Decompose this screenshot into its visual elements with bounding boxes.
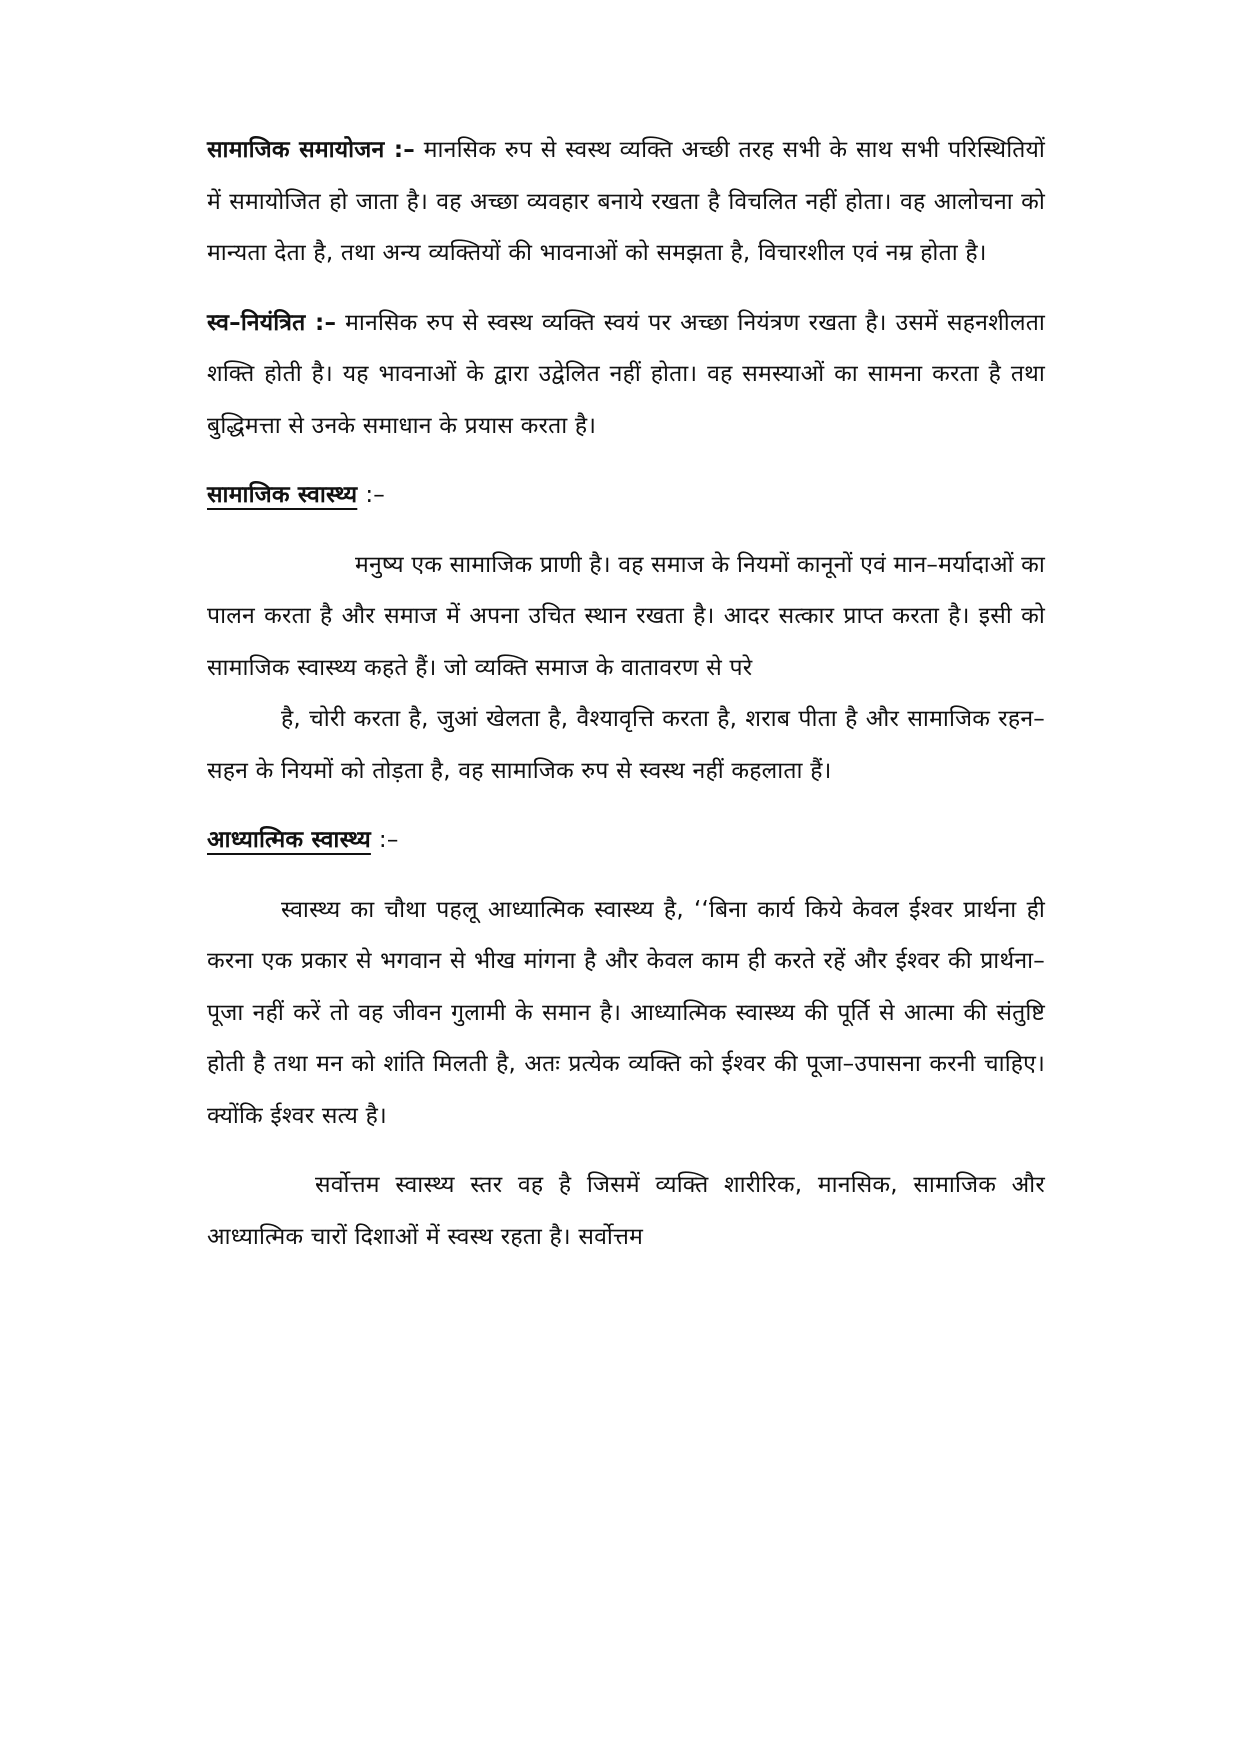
social-adjustment-paragraph xyxy=(207,125,1045,280)
social-health-heading xyxy=(207,470,1045,522)
document-content xyxy=(207,125,1045,1263)
spiritual-health-separator: :– xyxy=(378,827,399,853)
spiritual-health-title: आध्यात्मिक स्वास्थ्य xyxy=(207,827,371,853)
spiritual-health-heading xyxy=(207,815,1045,867)
social-health-title: सामाजिक स्वास्थ्य xyxy=(207,482,358,508)
self-control-text: मानसिक रुप से स्वस्थ व्यक्ति स्वयं पर अच्छा नियंत्रण रखता है। उसमें सहनशीलता शक्ति होती है। यह भावनाओं के द्वारा उद्वेलित नहीं होता। वह समस्याओं का सामना करता है तथा बुद्धिमत्ता से उनके समाधान के प्रयास करता है। xyxy=(207,309,1045,439)
self-control-heading: स्व–नियंत्रित :– xyxy=(207,309,337,336)
social-health-paragraph-2: है, चोरी करता है, जुआं खेलता है, वैश्यावृत्ति करता है, शराब पीता है और सामाजिक रहन–सहन के नियमों को तोड़ता है, वह सामाजिक रुप से स्वस्थ नहीं कहलाता हैं। xyxy=(207,706,1045,784)
self-control-paragraph xyxy=(207,298,1045,453)
spiritual-health-paragraph-1: स्वास्थ्य का चौथा पहलू आध्यात्मिक स्वास्थ्य है, ‘‘बिना कार्य किये केवल ईश्वर प्रार्थना ही करना एक प्रकार से भगवान से भीख मांगना है और केवल काम ही करते रहें और ईश्वर की प्रार्थना–पूजा नहीं करें तो वह जीवन गुलामी के समान है। आध्यात्मिक स्वास्थ्य की पूर्ति से आत्मा की संतुष्टि होती है तथा मन को शांति मिलती है, अतः प्रत्येक व्यक्ति को ईश्वर की पूजा–उपासना करनी चाहिए। क्योंकि ईश्वर सत्य है। xyxy=(207,896,1045,1129)
social-health-separator: :– xyxy=(365,482,385,508)
spiritual-health-paragraph-2: सर्वोत्तम स्वास्थ्य स्तर वह है जिसमें व्यक्ति शारीरिक, मानसिक, सामाजिक और आध्यात्मिक चारों दिशाओं में स्वस्थ रहता है। सर्वोत्तम xyxy=(207,1172,1045,1250)
social-adjustment-text: मानसिक रुप से स्वस्थ व्यक्ति अच्छी तरह सभी के साथ सभी परिस्थितियों में समायोजित हो जाता है। वह अच्छा व्यवहार बनाये रखता है विचलित नहीं होता। वह आलोचना को मान्यता देता है, तथा अन्य व्यक्तियों की भावनाओं को समझता है, विचारशील एवं नम्र होता है। xyxy=(207,137,1046,266)
social-health-paragraph-1: मनुष्य एक सामाजिक प्राणी है। वह समाज के नियमों कानूनों एवं मान–मर्यादाओं का पालन करता है और समाज में अपना उचित स्थान रखता है। आदर सत्कार प्राप्त करता है। इसी को सामाजिक स्वास्थ्य कहते हैं। जो व्यक्ति समाज के वातावरण से परे xyxy=(207,551,1045,681)
social-adjustment-heading: सामाजिक समायोजन :– xyxy=(207,137,415,163)
